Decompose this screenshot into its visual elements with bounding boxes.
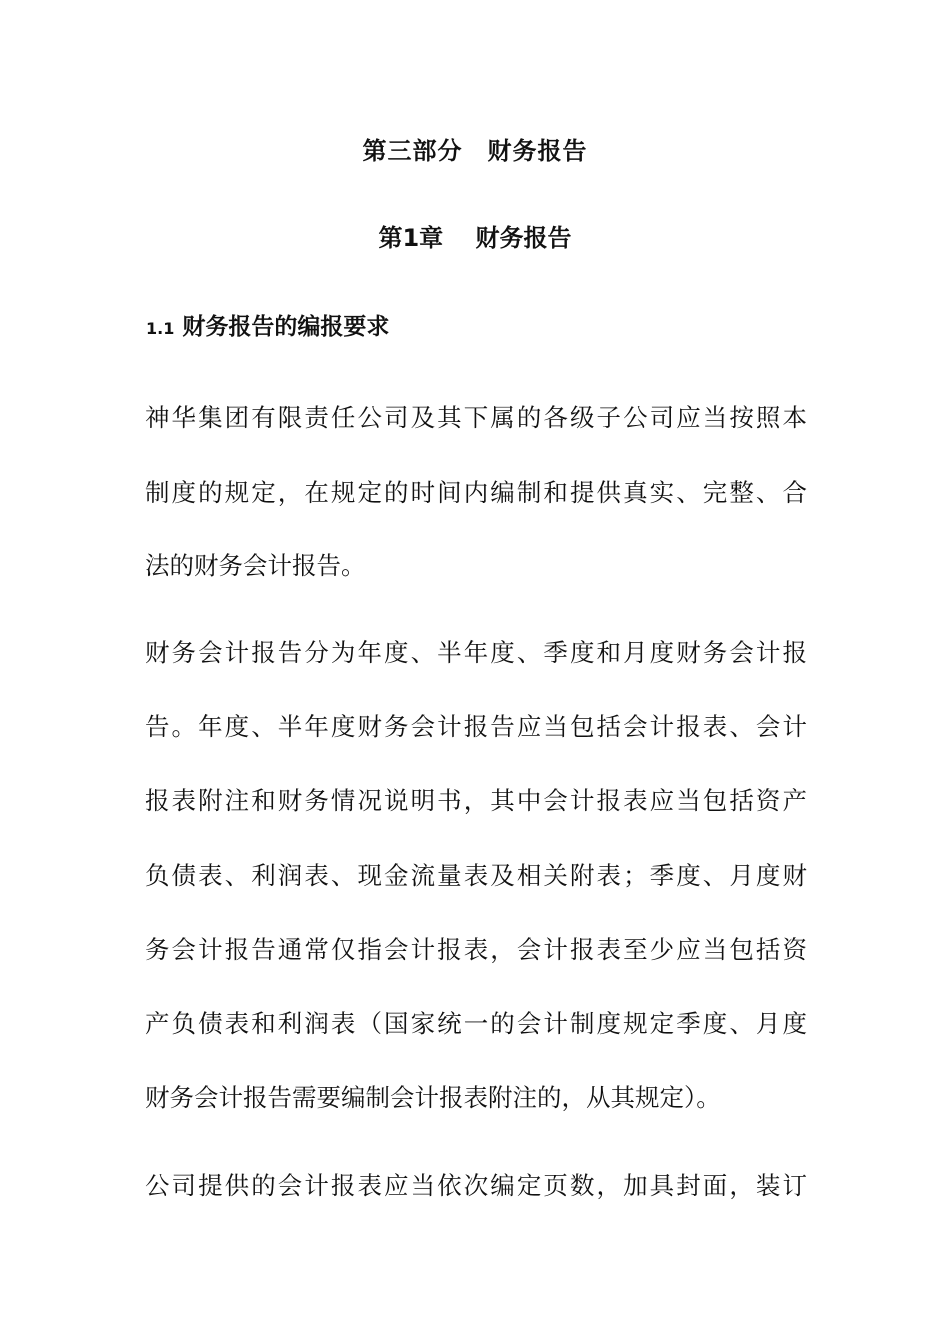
section-number: 1.1	[146, 319, 175, 338]
section-title: 财务报告的编报要求	[182, 314, 390, 340]
section-heading	[146, 310, 389, 346]
paragraph-2-line-6: 产负债表和利润表（国家统一的会计制度规定季度、月度	[145, 1009, 807, 1038]
paragraph-2-line-1: 财务会计报告分为年度、半年度、季度和月度财务会计报	[145, 638, 807, 667]
part-title: 第三部分 财务报告	[362, 137, 588, 165]
paragraph-2-line-5: 务会计报告通常仅指会计报表，会计报表至少应当包括资	[145, 935, 807, 964]
paragraph-1-line-1: 神华集团有限责任公司及其下属的各级子公司应当按照本	[145, 403, 807, 432]
chapter-title: 第1章 财务报告	[378, 224, 572, 252]
paragraph-1-line-3: 法的财务会计报告。	[145, 551, 366, 580]
paragraph-2-line-2: 告。年度、半年度财务会计报告应当包括会计报表、会计	[145, 712, 807, 741]
paragraph-2-line-3: 报表附注和财务情况说明书，其中会计报表应当包括资产	[145, 786, 807, 815]
paragraph-3-line-1: 公司提供的会计报表应当依次编定页数，加具封面，装订	[145, 1171, 807, 1200]
paragraph-2-line-7: 财务会计报告需要编制会计报表附注的，从其规定）。	[145, 1083, 721, 1112]
paragraph-1-line-2: 制度的规定，在规定的时间内编制和提供真实、完整、合	[145, 478, 807, 507]
paragraph-2-line-4: 负债表、利润表、现金流量表及相关附表；季度、月度财	[145, 861, 807, 890]
